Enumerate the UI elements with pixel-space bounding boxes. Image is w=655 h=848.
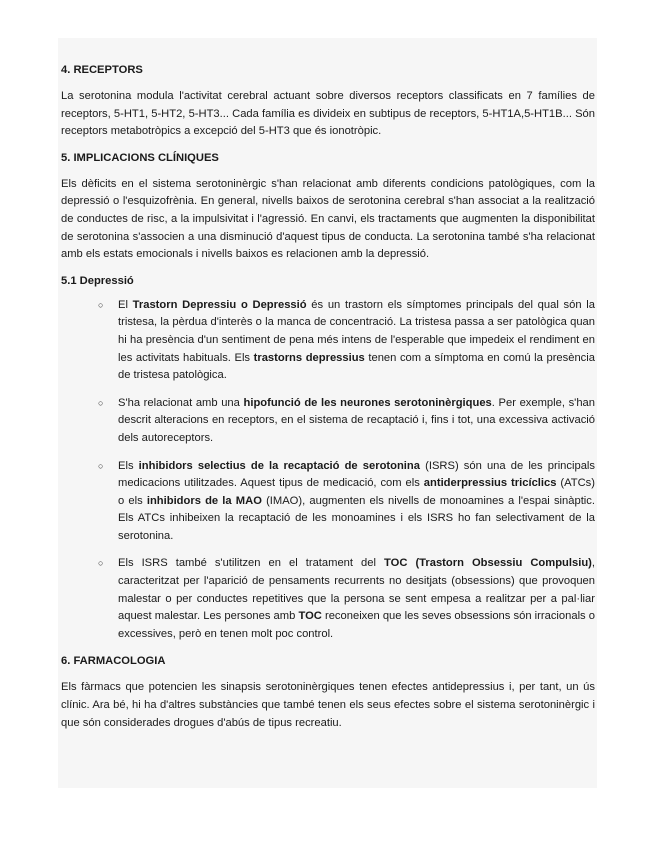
subsection-title-depressio: 5.1 Depressió <box>61 274 134 287</box>
paragraph-farmacologia: Els fàrmacs que potencien les sinapsis serotoninèrgiques tenen efectes antidepressius i, per tant, un ús clínic. Ara bé, hi ha d'altres substàncies que també tenen els seus efectes sobre el sistema serotoninèrgic i que són considerades drogues d'abús de tipus recreatiu. <box>61 681 595 729</box>
list-item: ○ El Trastorn Depressiu o Depressió és un trastorn els símptomes principals del qual són la tristesa, la pèrdua d'interès o la manca de concentració. La tristesa passa a ser patològica quan hi ha presència d'un sentiment de pena més intens de l'esperable que impedeix el rendiment en les activitats habituals. Els trastorns depressius tenen com a símptoma en comú la presència de tristesa patològica. <box>98 298 595 382</box>
section-title-receptors: 4. RECEPTORS <box>61 64 143 76</box>
bullet-circle-icon: ○ <box>98 299 104 310</box>
list-item: ○ Els inhibidors selectius de la recaptació de serotonina (ISRS) són una de les principals medicacions utilitzades. Aquest tipus de medicació, com els antiderpressius tricíclics (ATCs) o els inhibidors de la MAO (IMAO), augmenten els nivells de monoamines a l'espai sinàptic. Els ATCs inhibeixen la recaptació de les monoamines i els ISRS ho fan selectivament de la serotonina. <box>98 459 596 542</box>
bullet-circle-icon: ○ <box>98 558 104 569</box>
depressio-bullet-list <box>61 297 595 644</box>
list-item: ○ Els ISRS també s'utilitzen en el tratament del TOC (Trastorn Obsessiu Compulsiu), caracteritzat per l'aparició de pensaments recurrents no desitjats (obsessions) que provoquen malestar o per conductes repetitives que la persona se sent empesa a realitzar per a pal·liar aquest malestar. Les persones amb TOC reconeixen que les seves obsessions són irracionals o excessives, però en tenen molt poc control. <box>98 557 595 640</box>
paragraph-receptors: La serotonina modula l'activitat cerebral actuant sobre diversos receptors classificats en 7 famílies de receptors, 5-HT1, 5-HT2, 5-HT3... Cada família es divideix en subtipus de receptors, 5-HT1A,5-HT1B... Són receptors metabotròpics a excepció del 5-HT3 que és ionotròpic. <box>61 90 595 138</box>
bullet-circle-icon: ○ <box>98 397 104 408</box>
section-title-farmacologia: 6. FARMACOLOGIA <box>61 655 166 668</box>
list-item: ○ S'ha relacionat amb una hipofunció de les neurones serotoninèrgiques. Per exemple, s'han descrit alteracions en receptors, en el sistema de recaptació i, fins i tot, una excessiva activació dels autoreceptors. <box>98 396 595 444</box>
section-title-implicacions: 5. IMPLICACIONS CLÍNIQUES <box>61 151 219 164</box>
paragraph-implicacions: Els dèficits en el sistema serotoninèrgic s'han relacionat amb diferents condicions patològiques, com la depressió o l'esquizofrènia. En general, nivells baixos de serotonina cerebral s'han associat a la realització de conductes de risc, a la impulsivitat i l'agressió. En canvi, els tractaments que augmenten la disponibilitat de serotonina s'associen a una disminució d'aquest tipus de conducta. La serotonina també s'ha relacionat amb els estats emocionals i nivells baixos es relacionen amb la depressió. <box>61 177 595 261</box>
bullet-circle-icon: ○ <box>98 460 104 471</box>
